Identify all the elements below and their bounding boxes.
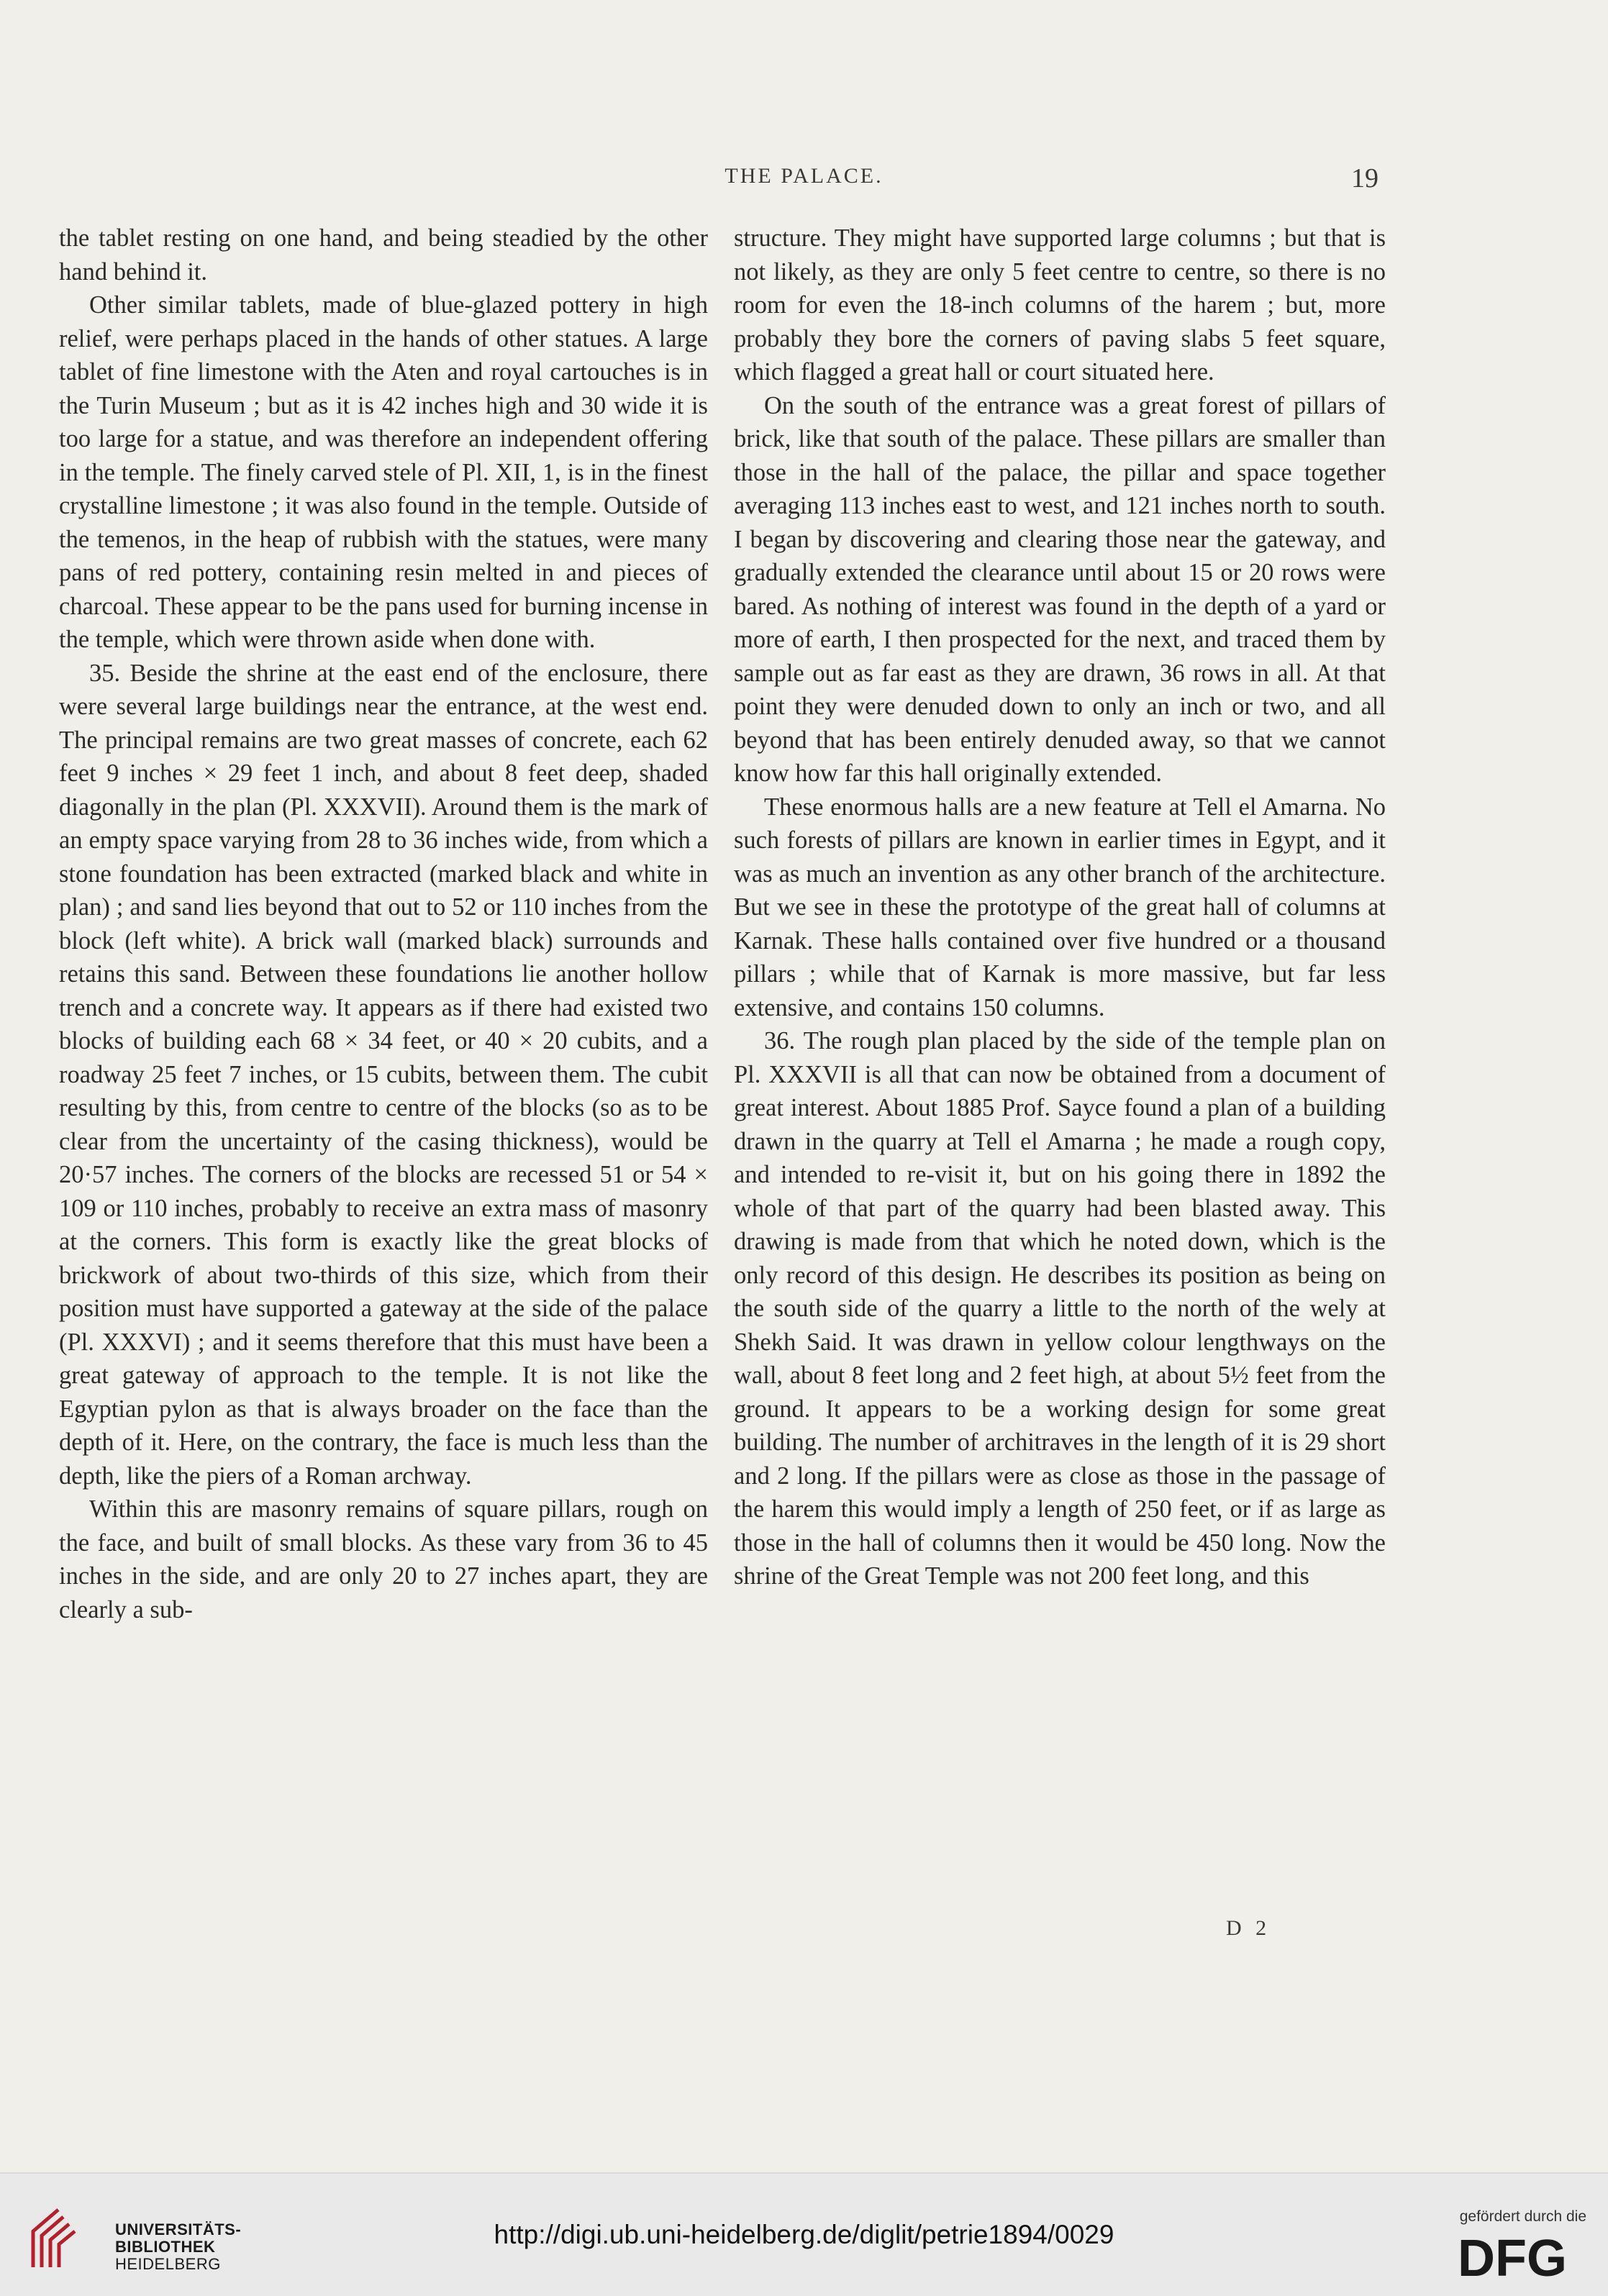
page-number: 19 bbox=[1351, 163, 1378, 193]
paragraph: On the south of the entrance was a great forest of pillars of brick, like that south of the palace. These pillars are smaller than those in the hall of the palace, the pillar and space together averaging 113 inches east to west, and 121 inches north to south. I began by discovering and clearing those near the gateway, and gradually extended the clearance until about 15 or 20 rows were bared. As nothing of interest was found in the depth of a yard or more of earth, I then prospected for the next, and traced them by sample out as far east as they are drawn, 36 rows in all. At that point they were denuded down to only an inch or two, and all beyond that has been entirely denuded away, so that we cannot know how far this hall originally extended. bbox=[734, 391, 1386, 787]
right-column bbox=[734, 222, 1386, 1593]
permalink-url[interactable]: http://digi.ub.uni-heidelberg.de/diglit/petrie1894/0029 bbox=[494, 2220, 1114, 2249]
running-head: THE PALACE. bbox=[724, 164, 884, 188]
paragraph: Within this are masonry remains of square pillars, rough on the face, and built of small blocks. As these vary from 36 to 45 inches in the side, and are only 20 to 27 inches apart, they are clearly a sub- bbox=[59, 1495, 708, 1623]
paragraph: the tablet resting on one hand, and being steadied by the other hand behind it. bbox=[59, 224, 708, 286]
paragraph-section-36: 36. The rough plan placed by the side of the temple plan on Pl. XXXVII is all that can now be obtained from a document of great interest. About 1885 Prof. Sayce found a plan of a building drawn in the quarry at Tell el Amarna ; he made a rough copy, and intended to re-visit it, but on his going there in 1892 the whole of that part of the quarry had been blasted away. This drawing is made from that which he noted down, which is the only record of this design. He describes its position as being on the south side of the quarry a little to the north of the wely at Shekh Said. It was drawn in yellow colour lengthways on the wall, about 8 feet long and 2 feet high, at about 5½ feet from the ground. It appears to be a working design for some great building. The number of architraves in the length of it is 29 short and 2 long. If the pillars were as close as those in the passage of the harem this would imply a length of 250 feet, or if as large as those in the hall of columns then it would be 450 long. Now the shrine of the Great Temple was not 200 feet long, and this bbox=[734, 1027, 1386, 1590]
signature-mark: D 2 bbox=[1226, 1916, 1271, 1940]
paragraph-section-35: 35. Beside the shrine at the east end of the enclosure, there were several large buildings near the entrance, at the west end. The principal remains are two great masses of concrete, each 62 feet 9 inches × 29 feet 1 inch, and about 8 feet deep, shaded diagonally in the plan (Pl. XXXVII). Around them is the mark of an empty space varying from 28 to 36 inches wide, from which a stone foundation has been extracted (marked black and white in plan) ; and sand lies beyond that out to 52 or 110 inches from the block (left white). A brick wall (marked black) surrounds and retains this sand. Between these foundations lie another hollow trench and a concrete way. It appears as if there had existed two blocks of building each 68 × 34 feet, or 40 × 20 cubits, and a roadway 25 feet 7 inches, or 15 cubits, between them. The cubit resulting by this, from centre to centre of the blocks (so as to be clear from the uncertainty of the casing thickness), would be 20·57 inches. The corners of the blocks are recessed 51 or 54 × 109 or 110 inches, probably to receive an extra mass of masonry at the corners. This form is exactly like the great blocks of brickwork of about two-thirds of this size, which from their position must have supported a gateway at the side of the palace (Pl. XXXVI) ; and it seems therefore that this must have been a great gateway of approach to the temple. It is not like the Egyptian pylon as that is always broader on the face than the depth of it. Here, on the contrary, the face is much less than the depth, like the piers of a Roman archway. bbox=[59, 659, 708, 1490]
left-column bbox=[59, 222, 708, 1626]
svg-text:DFG: DFG bbox=[1458, 2234, 1567, 2280]
digitization-footer bbox=[0, 2172, 1608, 2296]
library-name: UNIVERSITÄTS- BIBLIOTHEK HEIDELBERG bbox=[115, 2220, 242, 2273]
paragraph: Other similar tablets, made of blue-glazed pottery in high relief, were perhaps placed in the hands of other statues. A large tablet of fine limestone with the Aten and royal cartouches is in the Turin Museum ; but as it is 42 inches high and 30 wide it is too large for a statue, and was therefore an independent offering in the temple. The finely carved stele of Pl. XII, 1, is in the finest crystalline limestone ; it was also found in the temple. Outside of the temenos, in the heap of rubbish with the statues, were many pans of red pottery, containing resin melted in and pieces of charcoal. These appear to be the pans used for burning incense in the temple, which were thrown aside when done with. bbox=[59, 291, 708, 653]
paragraph: structure. They might have supported large columns ; but that is not likely, as they are only 5 feet centre to centre, so there is no room for even the 18-inch columns of the harem ; but, more probably they bore the corners of paving slabs 5 feet square, which flagged a great hall or court situated here. bbox=[734, 224, 1386, 386]
paragraph: These enormous halls are a new feature at Tell el Amarna. No such forests of pillars are known in earlier times in Egypt, and it was as much an invention as any other branch of the architecture. But we see in these the prototype of the great hall of columns at Karnak. These halls contained over five hundred or a thousand pillars ; while that of Karnak is more massive, but far less extensive, and contains 150 columns. bbox=[734, 793, 1386, 1021]
funded-by-label: gefördert durch die bbox=[1459, 2208, 1586, 2225]
dfg-logo-icon bbox=[1439, 2234, 1586, 2280]
